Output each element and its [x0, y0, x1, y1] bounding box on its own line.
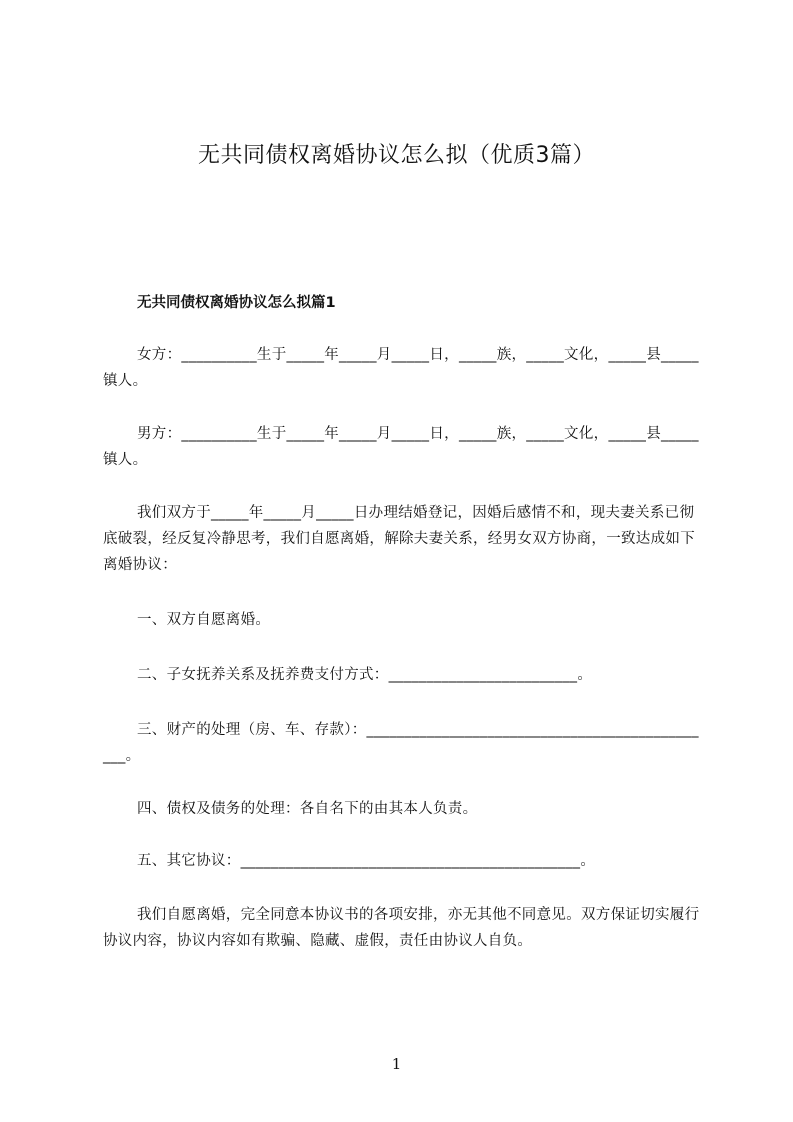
clause-4: 四、债权及债务的处理：各自名下的由其本人负责。 — [137, 801, 478, 817]
clause-2: 二、子女抚养关系及抚养费支付方式：_________________________。 — [137, 667, 593, 683]
clause-3: 三、财产的处理（房、车、存款）：_______________________________________________。 — [103, 722, 699, 764]
document-title: 无共同债权离婚协议怎么拟（优质3篇） — [198, 143, 595, 168]
intro-paragraph: 我们双方于_____年_____月_____日办理结婚登记，因婚后感情不和，现夫妻关系已彻底破裂，经反复冷静思考，我们自愿离婚，解除夫妻关系，经男女双方协商，一致达成如下离婚协议： — [103, 505, 695, 573]
clause-1: 一、双方自愿离婚。 — [137, 612, 271, 628]
clause-5: 五、其它协议：_____________________________________________。 — [137, 853, 596, 869]
section-heading: 无共同债权离婚协议怎么拟篇1 — [137, 295, 336, 311]
male-party-line: 男方：__________生于_____年_____月_____日，_____族，_____文化，_____县_____镇人。 — [103, 426, 699, 468]
page-number: 1 — [391, 1055, 402, 1073]
female-party-line: 女方：__________生于_____年_____月_____日，_____族，_____文化，_____县_____镇人。 — [103, 347, 699, 389]
closing-paragraph: 我们自愿离婚，完全同意本协议书的各项安排，亦无其他不同意见。双方保证切实履行协议内容，协议内容如有欺骗、隐藏、虚假，责任由协议人自负。 — [103, 907, 700, 949]
